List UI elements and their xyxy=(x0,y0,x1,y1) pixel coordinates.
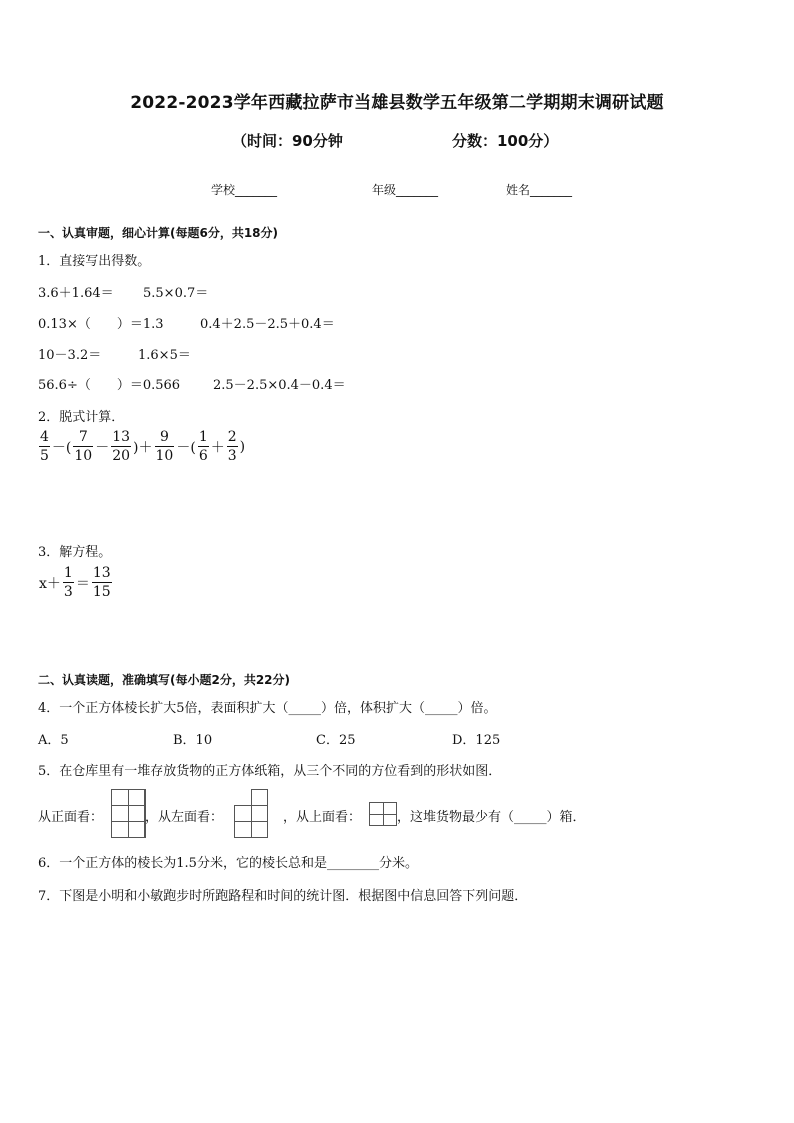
q2-stem: 2．脱式计算． xyxy=(38,410,125,425)
q5-stem: 5．在仓库里有一堆存放货物的正方体纸箱，从三个不同的方位看到的形状如图． xyxy=(38,764,502,779)
q1-item: 3.6＋1.64＝ xyxy=(38,286,114,301)
left-view-figure xyxy=(234,789,268,838)
q1-item: 10－3.2＝ xyxy=(38,348,102,363)
front-view-figure xyxy=(111,789,145,838)
q2-expression: $\frac{4}{5}$ －( $\frac{7}{10}$ － $\frac{13}{20}$ )＋ $\frac{9}{10}$ －( $\frac{1}{6}$ ＋ $\frac{2}{3}$ ) xyxy=(40,429,246,464)
q5-left-label: ，从左面看： xyxy=(145,810,224,825)
school-field: 学校_______ xyxy=(211,183,278,197)
exam-time: （时间：90分钟 xyxy=(232,132,343,150)
grade-field: 年级_______ xyxy=(372,183,439,197)
fraction: $\frac{9}{10}$ xyxy=(155,429,174,464)
q5-tail: ，这堆货物最少有（_____）箱． xyxy=(397,810,586,825)
fraction: $\frac{4}{5}$ xyxy=(40,429,49,464)
q1-item: 1.6×5＝ xyxy=(138,348,191,363)
q3-stem: 3．解方程。 xyxy=(38,545,112,560)
exam-score: 分数：100分） xyxy=(452,132,559,150)
q1-stem: 1．直接写出得数。 xyxy=(38,254,151,269)
q4-option-c: C．25 xyxy=(316,733,356,748)
fraction: $\frac{13}{20}$ xyxy=(112,429,131,464)
section2-heading: 二、认真读题，准确填写(每小题2分，共22分) xyxy=(38,673,291,687)
section1-heading: 一、认真审题，细心计算(每题6分，共18分) xyxy=(38,226,279,240)
q5-front-label: 从正面看： xyxy=(38,810,104,825)
q1-item: 0.13×（ ）＝1.3 xyxy=(38,317,164,332)
q7: 7．下图是小明和小敏跑步时所跑路程和时间的统计图．根据图中信息回答下列问题． xyxy=(38,889,528,904)
q4-option-a: A．5 xyxy=(38,733,69,748)
fraction: $\frac{1}{6}$ xyxy=(198,429,208,464)
q4-stem: 4．一个正方体棱长扩大5倍，表面积扩大（_____）倍，体积扩大（_____）倍。 xyxy=(38,701,497,716)
q1-item: 0.4＋2.5－2.5＋0.4＝ xyxy=(200,317,335,332)
q3-equation: x＋ $\frac{1}{3}$ ＝ $\frac{13}{15}$ xyxy=(39,565,111,600)
page-title: 2022-2023学年西藏拉萨市当雄县数学五年级第二学期期末调研试题 xyxy=(130,93,664,113)
q1-item: 2.5－2.5×0.4－0.4＝ xyxy=(213,378,346,393)
q1-item: 56.6÷（ ）＝0.566 xyxy=(38,378,181,393)
q4-option-d: D．125 xyxy=(452,733,501,748)
fraction: $\frac{13}{15}$ xyxy=(92,565,111,600)
fraction: $\frac{2}{3}$ xyxy=(227,429,237,464)
name-field: 姓名_______ xyxy=(506,183,573,197)
top-view-figure xyxy=(369,802,397,826)
fraction: $\frac{7}{10}$ xyxy=(74,429,93,464)
q6: 6．一个正方体的棱长为1.5分米，它的棱长总和是________分米。 xyxy=(38,856,418,871)
q1-item: 5.5×0.7＝ xyxy=(143,286,209,301)
q4-option-b: B．10 xyxy=(173,733,213,748)
q5-top-label: ，从上面看： xyxy=(283,810,362,825)
fraction: $\frac{1}{3}$ xyxy=(63,565,73,600)
